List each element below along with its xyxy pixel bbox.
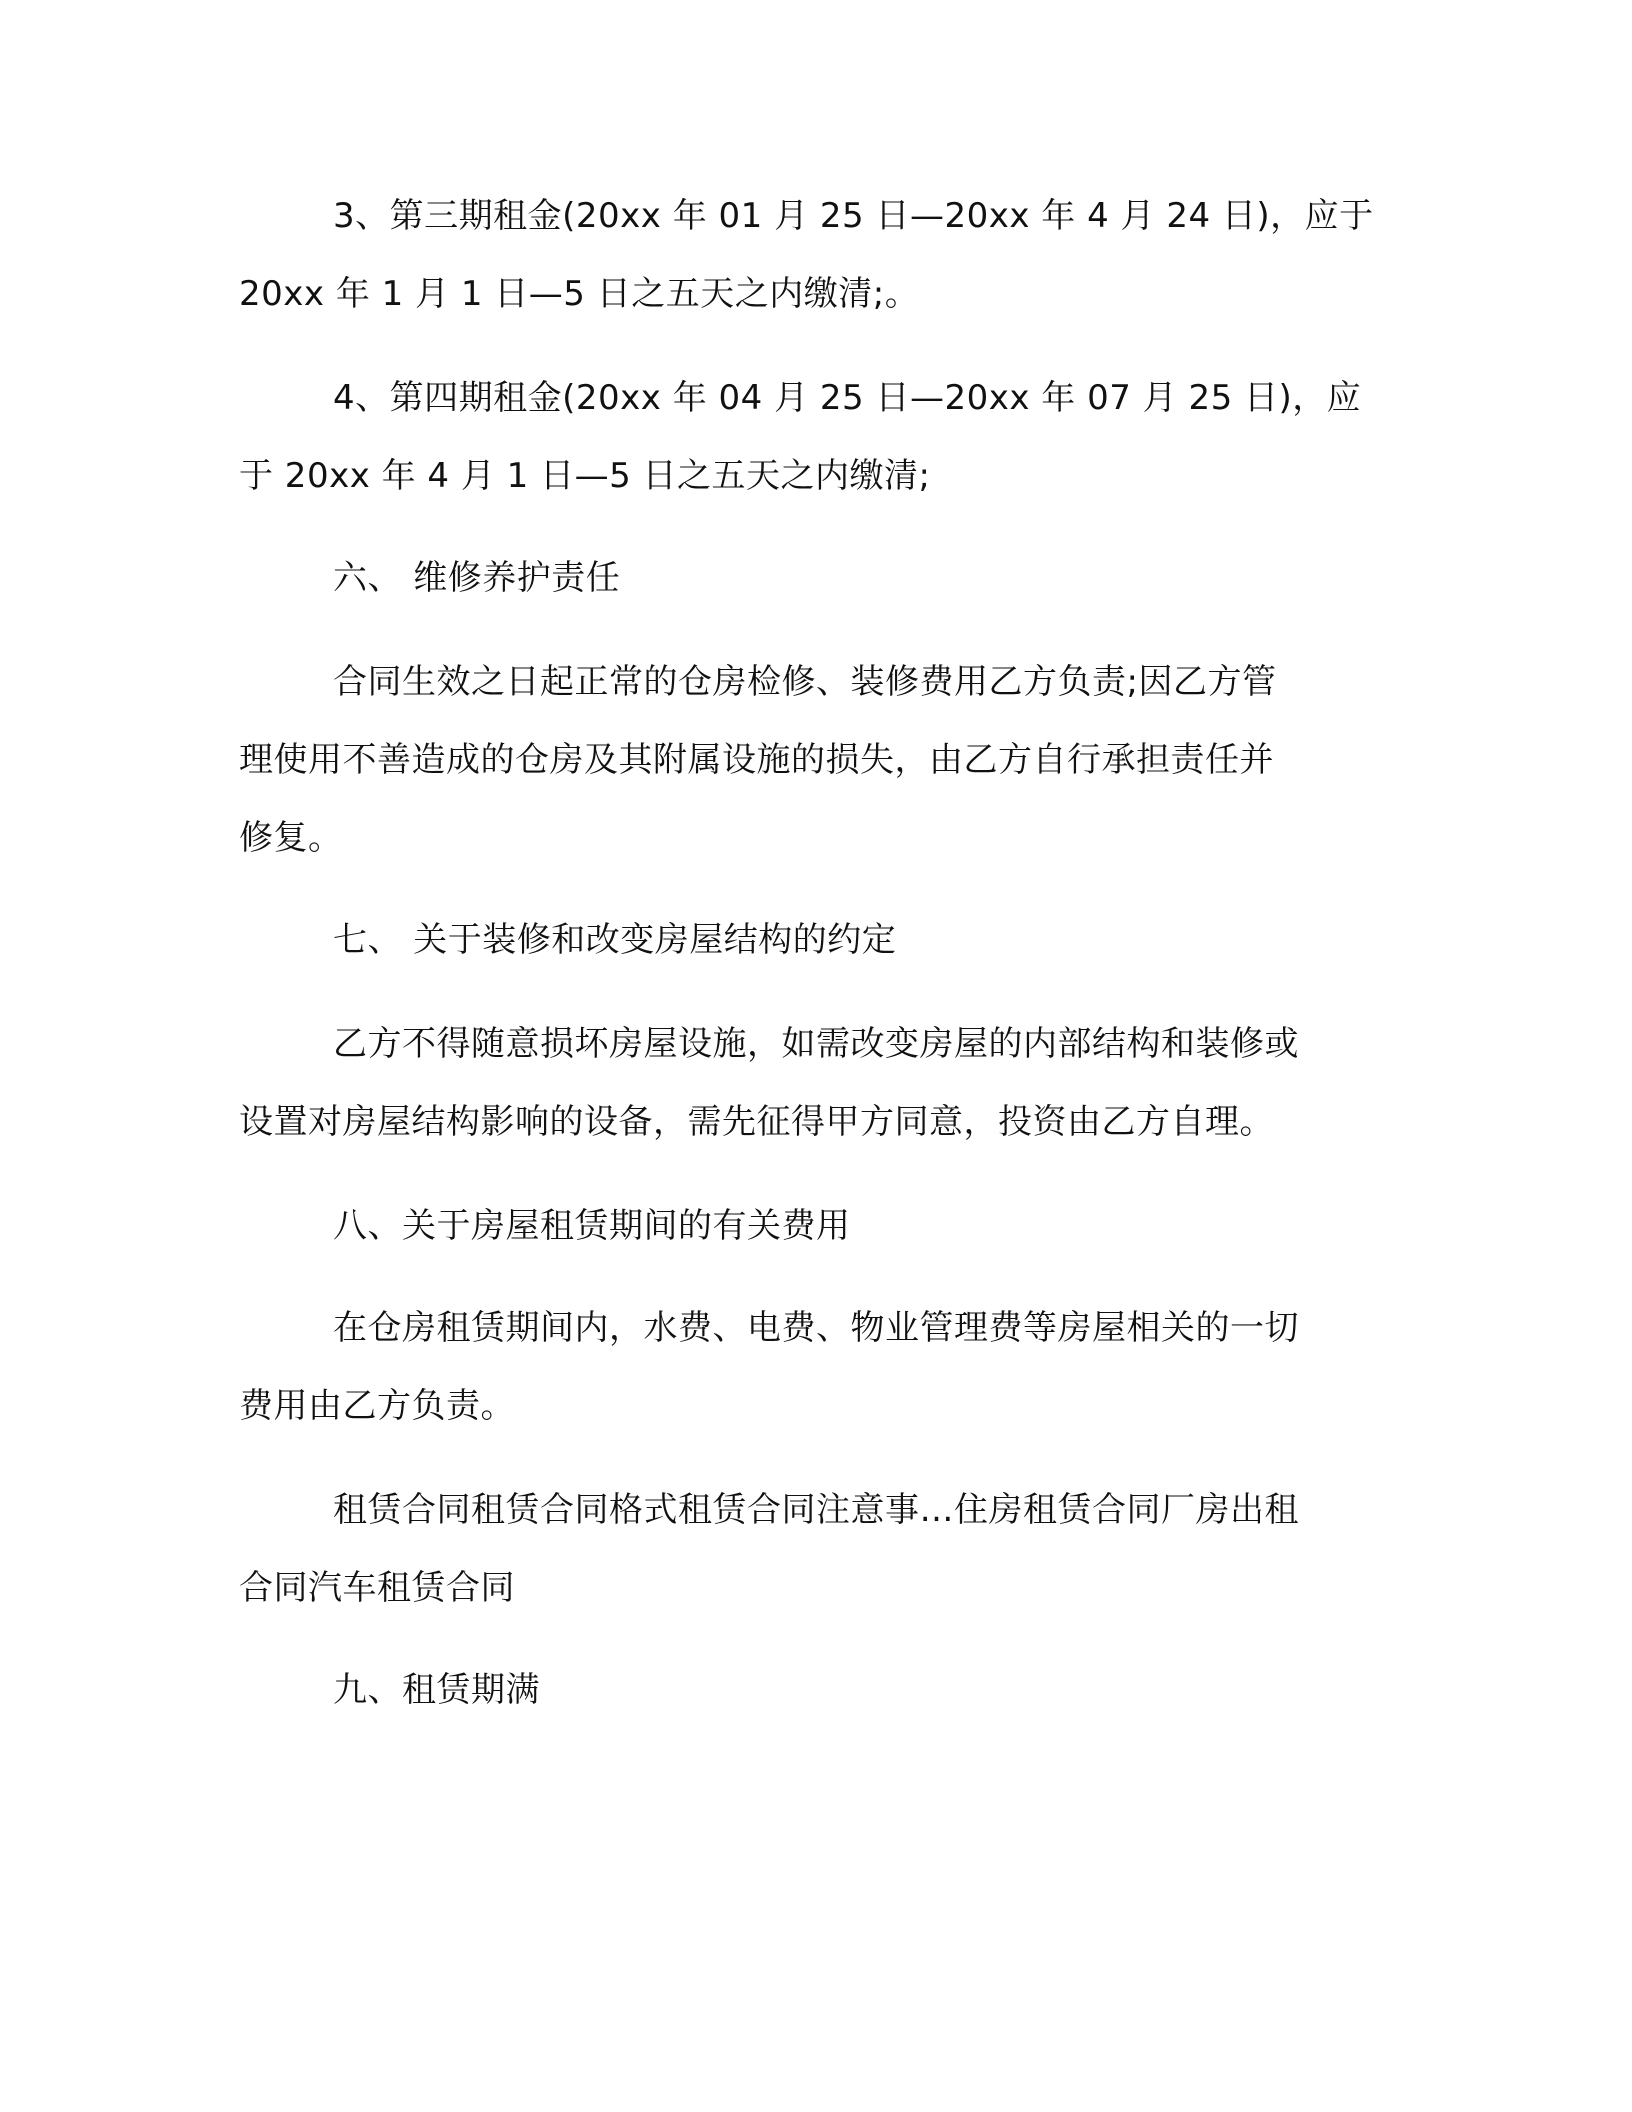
text-line: 租赁合同租赁合同格式租赁合同注意事…住房租赁合同厂房出租: [333, 1490, 1299, 1530]
text-line: 于 20xx 年 4 月 1 日—5 日之五天之内缴清;: [239, 456, 931, 496]
text-line: 合同汽车租赁合同: [239, 1568, 515, 1608]
text-line: 设置对房屋结构影响的设备，需先征得甲方同意，投资由乙方自理。: [239, 1102, 1274, 1142]
section-heading: 九、租赁期满: [333, 1670, 540, 1710]
text-line: 4、第四期租金(20xx 年 04 月 25 日—20xx 年 07 月 25 日)，应: [333, 378, 1362, 418]
text-line: 20xx 年 1 月 1 日—5 日之五天之内缴清;。: [239, 274, 920, 314]
text-line: 费用由乙方负责。: [239, 1386, 515, 1426]
section-heading: 七、 关于装修和改变房屋结构的约定: [333, 920, 897, 960]
section-heading: 六、 维修养护责任: [333, 558, 621, 598]
text-line: 3、第三期租金(20xx 年 01 月 25 日—20xx 年 4 月 24 日)，应于: [333, 196, 1374, 236]
text-line: 修复。: [239, 818, 343, 858]
text-line: 合同生效之日起正常的仓房检修、装修费用乙方负责;因乙方管: [333, 662, 1277, 702]
text-line: 理使用不善造成的仓房及其附属设施的损失，由乙方自行承担责任并: [239, 740, 1274, 780]
text-line: 在仓房租赁期间内，水费、电费、物业管理费等房屋相关的一切: [333, 1308, 1299, 1348]
text-line: 乙方不得随意损坏房屋设施，如需改变房屋的内部结构和装修或: [333, 1024, 1299, 1064]
section-heading: 八、关于房屋租赁期间的有关费用: [333, 1206, 851, 1246]
